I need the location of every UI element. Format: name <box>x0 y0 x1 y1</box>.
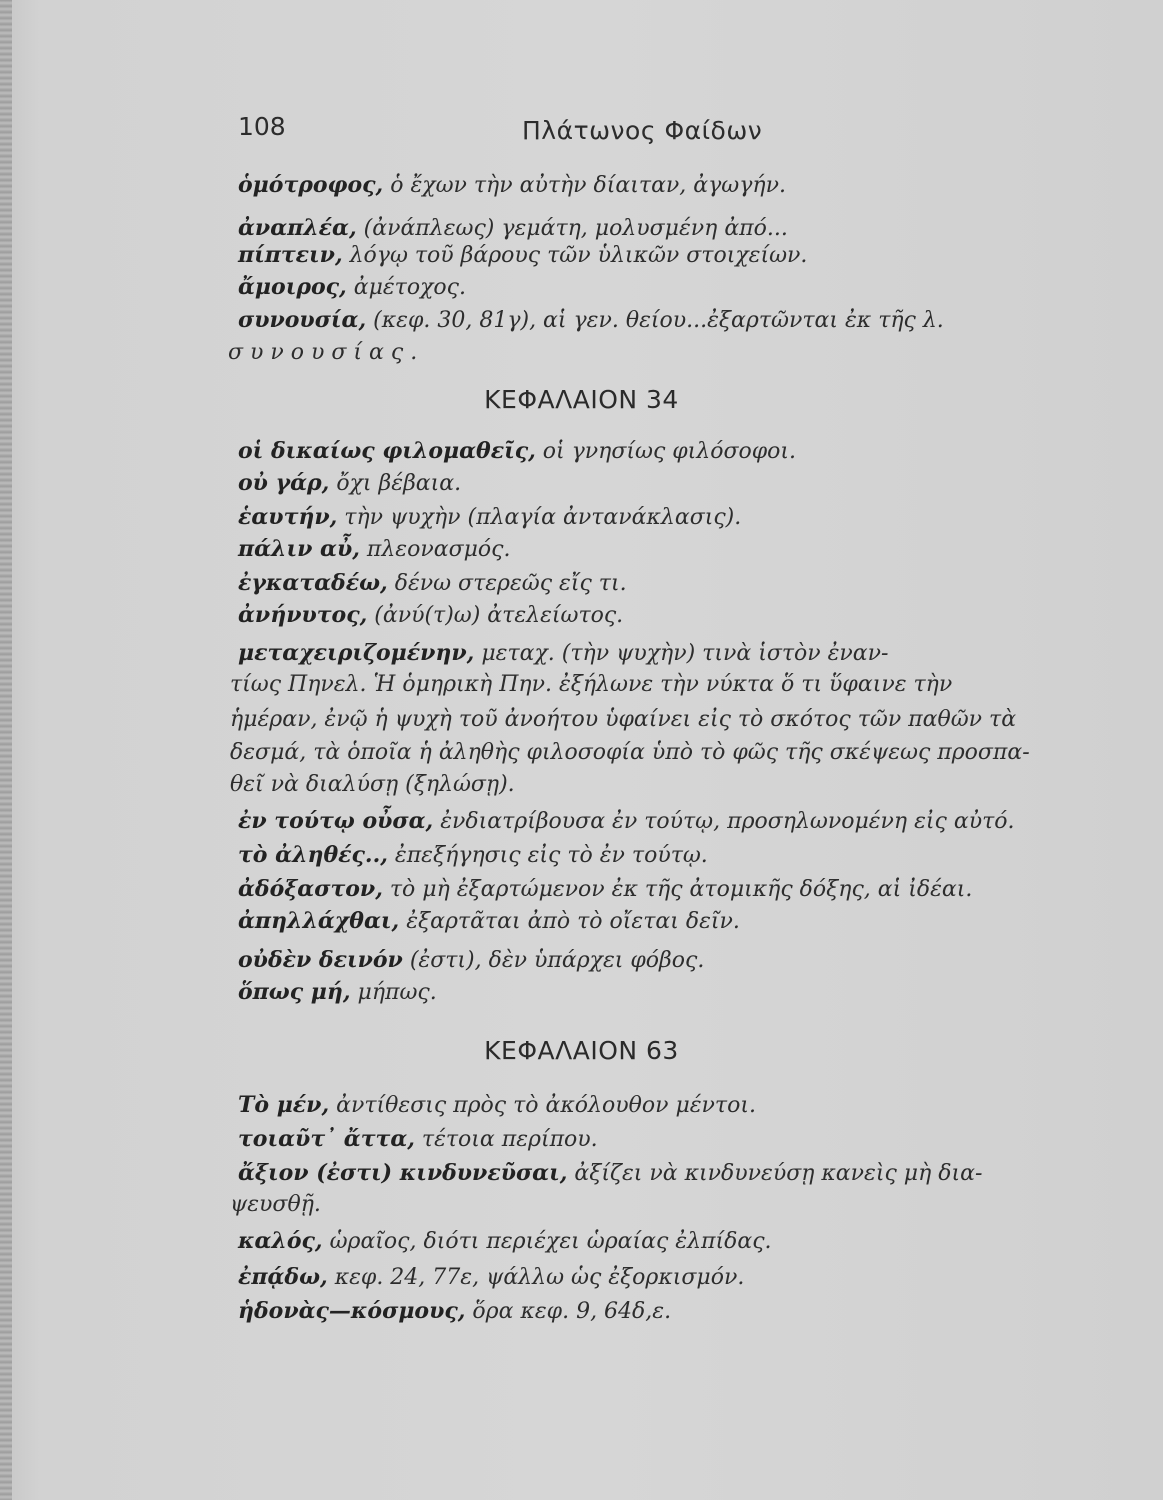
entry-gloss: θεῖ νὰ διαλύσῃ (ξηλώσῃ). <box>230 772 515 797</box>
entry-gloss: δεσμά, τὰ ὁποῖα ἡ ἀληθὴς φιλοσοφία ὑπὸ τὸ φῶς τῆς σκέψεως προσπα- <box>230 740 1030 765</box>
glossary-entry <box>238 638 888 669</box>
entry-gloss: λόγῳ τοῦ βάρους τῶν ὑλικῶν στοιχείων. <box>349 243 808 268</box>
entry-gloss: πλεονασμός. <box>366 537 511 562</box>
entry-gloss: δένω στερεῶς εἴς τι. <box>394 571 627 596</box>
glossary-continuation <box>230 770 515 800</box>
entry-gloss: ἡμέραν, ἐνῷ ἡ ψυχὴ τοῦ ἀνοήτου ὑφαίνει εἰς τὸ σκότος τῶν παθῶν τὰ <box>230 707 1017 732</box>
glossary-entry <box>238 806 1014 837</box>
entry-gloss: (ἐστι), δὲν ὑπάρχει φόβος. <box>409 948 705 973</box>
entry-term: ἄξιον (ἐστι) κινδυνεῦσαι, <box>238 1160 568 1186</box>
entry-term: ἐπᾴδω, <box>238 1264 328 1290</box>
chapter-heading-63: ΚΕΦΑΛΑΙΟΝ 63 <box>484 1036 679 1065</box>
entry-term: ἐγκαταδέω, <box>238 570 388 596</box>
entry-term: οὐ γάρ, <box>238 470 330 496</box>
entry-term: ἀδόξαστον, <box>238 876 383 902</box>
entry-gloss: τίως Πηνελ. Ἡ ὁμηρικὴ Πην. ἐξήλωνε τὴν νύκτα ὅ τι ὕφαινε τὴν <box>230 672 953 697</box>
entry-term: τὸ ἀληθές.., <box>238 842 388 868</box>
entry-gloss: οἱ γνησίως φιλόσοφοι. <box>542 439 797 464</box>
entry-gloss: μήπως. <box>357 980 437 1005</box>
entry-term: ἀναπλέα, <box>238 215 357 241</box>
entry-term: ἀνήνυτος, <box>238 602 368 628</box>
running-title: Πλάτωνος Φαίδων <box>522 116 763 145</box>
glossary-entry <box>238 600 623 631</box>
entry-term: καλός, <box>238 1228 323 1254</box>
entry-term: ἡδονὰς—κόσμους, <box>238 1298 466 1324</box>
entry-gloss: (κεφ. 30, 81γ), αἱ γεν. θείου...ἐξαρτῶνται ἐκ τῆς λ. <box>373 308 944 333</box>
entry-gloss: ἐνδιατρίβουσα ἐν τούτῳ, προσηλωνομένη εἰς αὐτό. <box>440 809 1015 834</box>
entry-term: συνουσία, <box>238 307 367 333</box>
chapter-heading-34: ΚΕΦΑΛΑΙΟΝ 34 <box>484 385 679 414</box>
glossary-entry <box>238 305 944 336</box>
entry-gloss: ὅρα κεφ. 9, 64δ,ε. <box>472 1299 672 1324</box>
entry-gloss: τὸ μὴ ἐξαρτώμενον ἐκ τῆς ἀτομικῆς δόξης, αἱ ἰδέαι. <box>389 877 973 902</box>
entry-gloss: συνουσίας. <box>228 340 425 365</box>
entry-term: πίπτειν, <box>238 242 343 268</box>
entry-term: Τὸ μέν, <box>238 1092 330 1118</box>
glossary-entry <box>238 436 796 467</box>
glossary-entry <box>238 1262 744 1293</box>
entry-gloss: (ἀνάπλεως) γεμάτη, μολυσμένη ἀπό... <box>363 216 788 241</box>
glossary-continuation <box>228 338 424 368</box>
glossary-entry <box>238 502 741 533</box>
glossary-entry <box>238 240 807 271</box>
entry-gloss: ἀντίθεσις πρὸς τὸ ἀκόλουθον μέντοι. <box>336 1093 756 1118</box>
entry-gloss: ὁ ἔχων τὴν αὐτὴν δίαιταν, ἀγωγήν. <box>390 173 786 198</box>
glossary-entry <box>238 874 972 905</box>
glossary-entry <box>238 568 627 599</box>
entry-term: πάλιν αὖ, <box>238 536 360 562</box>
entry-gloss: μεταχ. (τὴν ψυχὴν) τινὰ ἱστὸν ἐναν- <box>481 641 889 666</box>
entry-gloss: τὴν ψυχὴν (πλαγία ἀντανάκλασις). <box>344 505 742 530</box>
entry-gloss: ἀμέτοχος. <box>353 275 466 300</box>
entry-term: ὁμότροφος, <box>238 172 384 198</box>
entry-term: οἱ δικαίως φιλομαθεῖς, <box>238 438 536 464</box>
glossary-entry <box>238 272 466 303</box>
entry-gloss: ὄχι βέβαια. <box>336 471 462 496</box>
glossary-continuation <box>230 670 952 700</box>
entry-term: ἀπηλλάχθαι, <box>238 908 400 934</box>
entry-gloss: κεφ. 24, 77ε, ψάλλω ὡς ἐξορκισμόν. <box>334 1265 745 1290</box>
glossary-entry <box>238 1158 982 1189</box>
glossary-entry <box>238 945 704 976</box>
glossary-entry <box>238 534 510 565</box>
entry-term: μεταχειριζομένην, <box>238 640 475 666</box>
glossary-entry <box>238 1226 772 1257</box>
glossary-continuation <box>230 738 1030 768</box>
entry-gloss: ψευσθῇ. <box>230 1192 321 1217</box>
glossary-entry <box>238 840 708 871</box>
glossary-continuation <box>230 705 1016 735</box>
glossary-entry <box>238 1124 598 1155</box>
entry-gloss: (ἀνύ(τ)ω) ἀτελείωτος. <box>374 603 624 628</box>
entry-term: οὐδὲν δεινόν <box>238 947 403 973</box>
glossary-entry <box>238 1296 671 1327</box>
entry-term: ἑαυτήν, <box>238 504 338 530</box>
glossary-entry <box>238 468 461 499</box>
glossary-entry <box>238 906 740 937</box>
entry-gloss: ὡραῖος, διότι περιέχει ὡραίας ἐλπίδας. <box>329 1229 772 1254</box>
entry-term: ἐν τούτῳ οὖσα, <box>238 808 434 834</box>
entry-term: ὅπως μή, <box>238 979 351 1005</box>
entry-term: τοιαῦτ᾽ ἄττα, <box>238 1126 415 1152</box>
page-number: 108 <box>238 112 286 141</box>
glossary-entry <box>238 170 786 201</box>
entry-gloss: τέτοια περίπου. <box>421 1127 598 1152</box>
glossary-entry <box>238 977 437 1008</box>
entry-term: ἄμοιρος, <box>238 274 347 300</box>
entry-gloss: ἀξίζει νὰ κινδυνεύσῃ κανεὶς μὴ δια- <box>574 1161 983 1186</box>
entry-gloss: ἐξαρτᾶται ἀπὸ τὸ οἴεται δεῖν. <box>406 909 740 934</box>
glossary-continuation <box>230 1190 321 1220</box>
entry-gloss: ἐπεξήγησις εἰς τὸ ἐν τούτῳ. <box>394 843 708 868</box>
glossary-entry <box>238 1090 756 1121</box>
